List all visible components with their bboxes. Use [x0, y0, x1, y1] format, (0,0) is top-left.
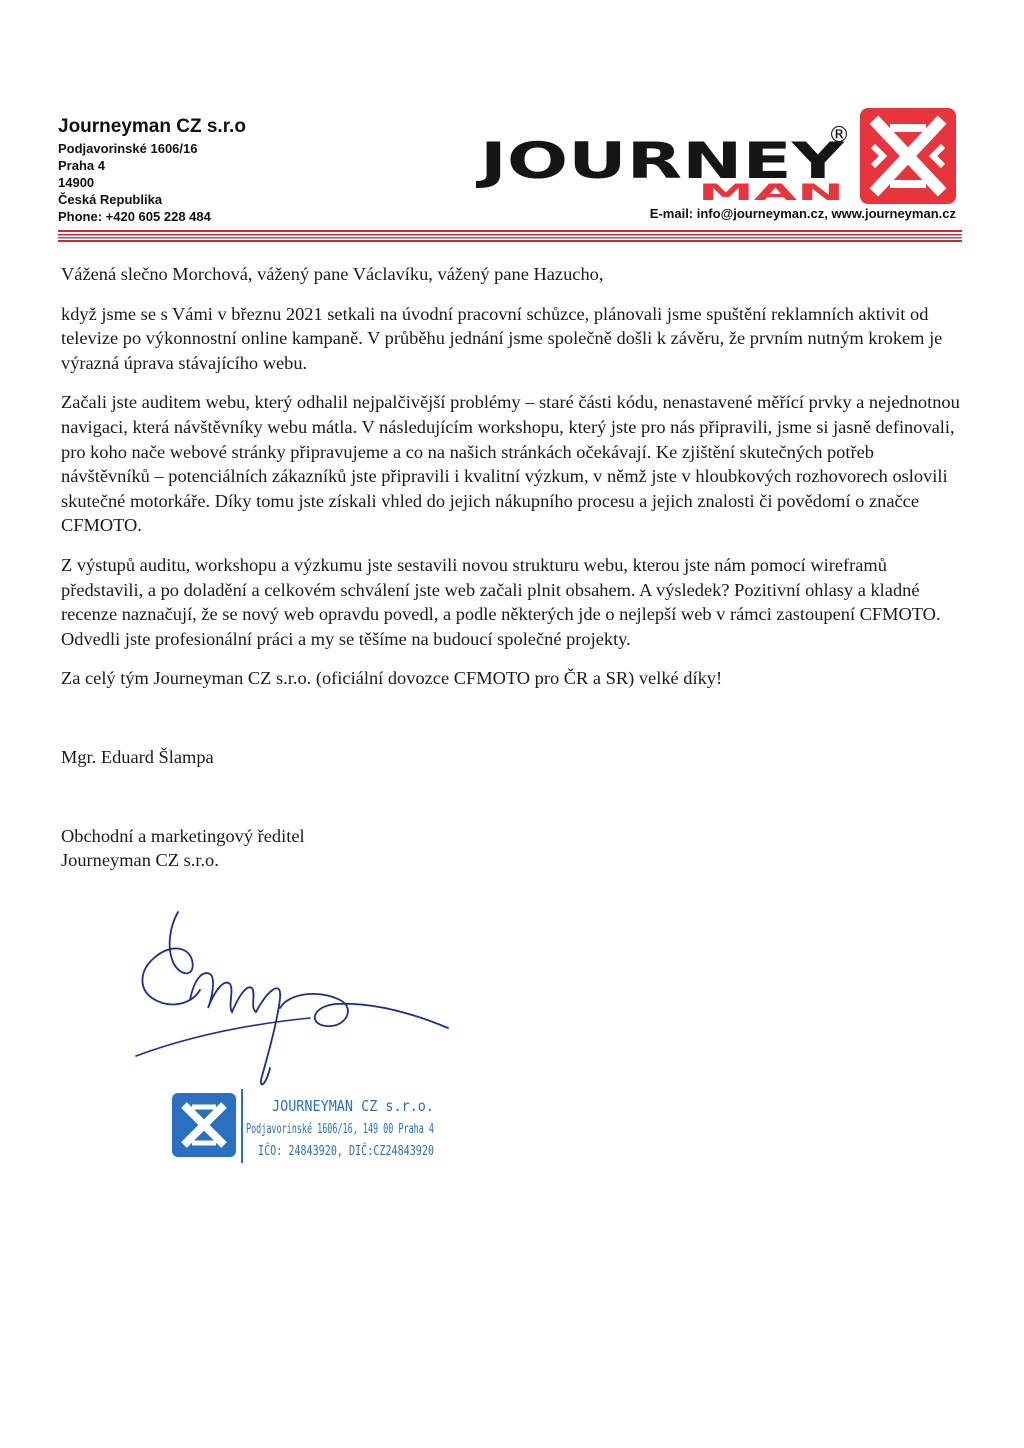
signer-title: Obchodní a marketingový ředitel	[61, 825, 305, 846]
closing-line: Za celý tým Journeyman CZ s.r.o. (oficiální dovozce CFMOTO pro ČR a SR) velké díky!	[61, 668, 723, 689]
company-street: Podjavorinské 1606/16	[58, 141, 198, 156]
signer-company: Journeyman CZ s.r.o.	[61, 850, 219, 871]
company-phone: Phone: +420 605 228 484	[58, 209, 211, 224]
logo-wordmark-journey: JOURNEY	[475, 132, 846, 190]
logo-wordmark-man: MAN	[698, 181, 844, 206]
letterhead-company-block	[58, 116, 246, 225]
header-email-website: E-mail: info@journeyman.cz, www.journeyman.cz	[649, 206, 956, 221]
paragraph: Začali jste auditem webu, který odhalil nejpalčivější problémy – staré části kódu, nenastavené měřící prvky a nejednotnou navigaci, která návštěvníky webu mátla. V následujícím workshopu, který jste pro nás připravili, jsme si jasně definovali, pro koho nače webové stránky připravujeme a co na našich stránkách očekávají. Ke zjištění skutečných potřeb návštěvníků – potenciálních zákazníků jste připravili i kvalitní výzkum, v němž jste v hloubkových rozhovorech oslovili skutečné motorkáře. Díky tomu jste získali vhled do jejich nákupního procesu a jejich znalosti či povědomí o značce CFMOTO.	[61, 392, 960, 536]
letter-body	[61, 262, 961, 873]
stamp-address: Podjavorinské 1606/16, 149 00 Praha 4	[246, 1122, 435, 1137]
handwritten-signature	[130, 908, 460, 1108]
paragraph: když jsme se s Vámi v březnu 2021 setkali na úvodní pracovní schůzce, plánovali jsme spuštění reklamních aktivit od televize po výkonnostní online kampaně. V průběhu jednání jsme společně došli k závěru, že prvním nutným krokem je výrazná úprava stávajícího webu.	[61, 303, 943, 373]
salutation: Vážená slečno Morchová, vážený pane Václavíku, vážený pane Hazucho,	[61, 264, 604, 284]
signer-block	[61, 824, 961, 873]
company-zip: 14900	[58, 175, 95, 190]
company-city: Praha 4	[58, 158, 105, 173]
brand-emblem-icon	[860, 108, 956, 204]
company-country: Česká Republika	[58, 192, 163, 207]
paragraph: Z výstupů auditu, workshopu a výzkumu jste sestavili novou strukturu webu, kterou jste nám pomocí wireframů představili, a po doladění a celkovém schválení jste web začali plnit obsahem. A výsledek? Pozitivní ohlasy a kladné recenze naznačují, že se nový web opravdu povedl, a podle některých jde o nejlepší web v rámci zastoupení CFMOTO. Odvedli jste profesionální práci a my se těšíme na budoucí společné projekty.	[61, 554, 941, 649]
logo-registered-mark: ®	[828, 123, 850, 148]
stamp-company-name: JOURNEYMAN CZ s.r.o.	[272, 1097, 434, 1115]
stamp-ids: IČO: 24843920, DIČ:CZ24843920	[258, 1144, 485, 1159]
journeyman-logo	[475, 106, 962, 206]
company-name: Journeyman CZ s.r.o	[58, 116, 246, 137]
signer-name: Mgr. Eduard Šlampa	[61, 746, 214, 767]
header-divider	[58, 230, 962, 242]
